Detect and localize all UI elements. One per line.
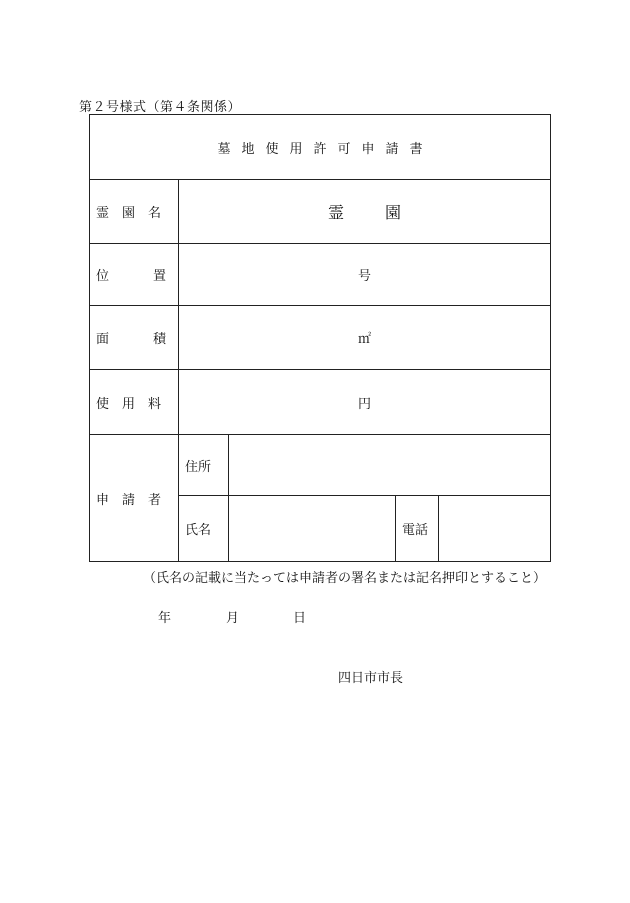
- address-field[interactable]: [229, 435, 551, 496]
- date-day-label: 日: [293, 611, 307, 626]
- date-month-label: 月: [226, 611, 240, 626]
- form-number-label: 第２号様式（第４条関係）: [79, 100, 242, 115]
- area-label: 面積: [90, 306, 179, 370]
- location-field[interactable]: 号: [179, 244, 551, 306]
- form-title: 墓地使用許可申請書: [90, 115, 551, 180]
- fee-label: 使用料: [90, 370, 179, 435]
- address-label: 住所: [179, 435, 229, 496]
- name-field[interactable]: [229, 496, 396, 562]
- cemetery-name-field[interactable]: 霊 園: [179, 180, 551, 244]
- cemetery-name-label: 霊園名: [90, 180, 179, 244]
- area-field[interactable]: ㎡: [179, 306, 551, 370]
- fee-field[interactable]: 円: [179, 370, 551, 435]
- date-year-label: 年: [158, 611, 172, 626]
- signature-note: （氏名の記載に当たっては申請者の署名または記名押印とすること）: [143, 571, 547, 586]
- application-form-table: [89, 114, 551, 562]
- applicant-label: 申請者: [90, 435, 179, 562]
- phone-field[interactable]: [439, 496, 551, 562]
- addressee-label: 四日市市長: [338, 671, 404, 686]
- name-label: 氏名: [179, 496, 229, 562]
- location-label: 位置: [90, 244, 179, 306]
- phone-label: 電話: [396, 496, 439, 562]
